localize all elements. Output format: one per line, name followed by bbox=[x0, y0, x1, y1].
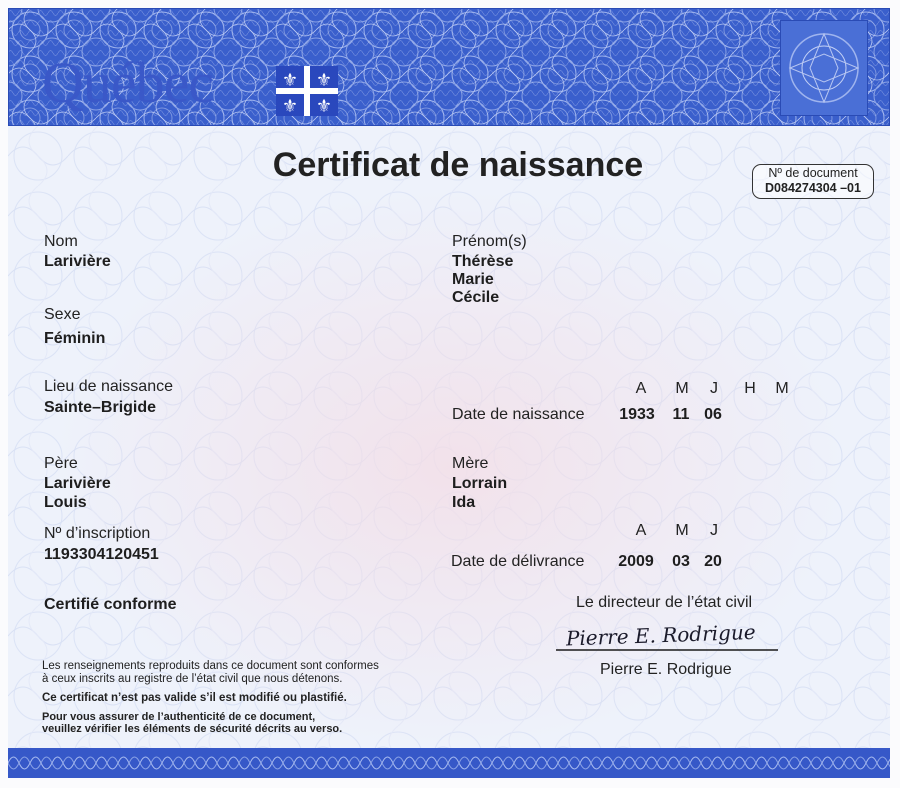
pere-line-2: Louis bbox=[44, 494, 87, 511]
sexe-label: Sexe bbox=[44, 306, 81, 323]
footer-line-3: Ce certificat n’est pas valide s’il est modifié ou plastifié. bbox=[42, 692, 347, 704]
footer-line-5: veuillez vérifier les éléments de sécurité décrits au verso. bbox=[42, 723, 343, 735]
lieu-label: Lieu de naissance bbox=[44, 378, 173, 395]
hologram-emblem-icon bbox=[780, 20, 868, 116]
inscription-value: 1193304120451 bbox=[44, 546, 159, 563]
quebec-logo: Québec bbox=[42, 50, 214, 115]
document-title: Certificat de naissance bbox=[272, 146, 644, 184]
svg-text:⚜: ⚜ bbox=[315, 70, 333, 91]
footer-line-2: à ceux inscrits au registre de l’état civil que nous détenons. bbox=[42, 673, 343, 685]
prenom-1: Thérèse bbox=[452, 253, 514, 270]
dd-year: 2009 bbox=[618, 553, 654, 570]
svg-text:⚜: ⚜ bbox=[315, 96, 333, 116]
security-banner bbox=[8, 8, 890, 126]
svg-text:⚜: ⚜ bbox=[281, 70, 299, 91]
bottom-security-band bbox=[8, 748, 890, 778]
document-number: D084274304 –01 bbox=[765, 181, 861, 195]
dn-header-m: M bbox=[675, 380, 689, 397]
dd-header-j: J bbox=[710, 522, 718, 539]
prenom-3: Cécile bbox=[452, 289, 500, 306]
document-number-box bbox=[752, 164, 874, 199]
bottom-guilloche bbox=[8, 748, 890, 778]
signatory-title: Le directeur de l’état civil bbox=[576, 594, 753, 611]
svg-text:⚜: ⚜ bbox=[281, 96, 299, 116]
nom-value: Larivière bbox=[44, 253, 111, 270]
prenoms-label: Prénom(s) bbox=[452, 233, 527, 250]
handwritten-signature bbox=[556, 618, 782, 658]
date-delivrance-label: Date de délivrance bbox=[451, 553, 585, 570]
mere-line-2: Ida bbox=[452, 494, 476, 511]
dn-year: 1933 bbox=[619, 406, 655, 423]
certifie-conforme: Certifié conforme bbox=[44, 596, 177, 613]
footer-line-4: Pour vous assurer de l’authenticité de ce document, bbox=[42, 711, 316, 723]
dn-header-h: H bbox=[744, 380, 756, 397]
pere-line-1: Larivière bbox=[44, 475, 111, 492]
dd-header-a: A bbox=[635, 522, 647, 539]
nom-label: Nom bbox=[44, 233, 78, 250]
dn-day: 06 bbox=[704, 406, 722, 423]
lieu-value: Sainte–Brigide bbox=[44, 399, 157, 416]
dd-day: 20 bbox=[704, 553, 722, 570]
dd-header-m: M bbox=[675, 522, 689, 539]
pere-label: Père bbox=[44, 455, 78, 472]
footer-line-1: Les renseignements reproduits dans ce document sont conformes bbox=[42, 660, 379, 672]
mere-line-1: Lorrain bbox=[452, 475, 508, 492]
document-number-label: Nº de document bbox=[768, 166, 858, 180]
dn-header-min: M bbox=[775, 380, 789, 397]
prenom-2: Marie bbox=[452, 271, 494, 288]
dn-header-a: A bbox=[635, 380, 647, 397]
date-naissance-label: Date de naissance bbox=[452, 406, 585, 423]
sexe-value: Féminin bbox=[44, 330, 106, 347]
dn-header-j: J bbox=[710, 380, 718, 397]
dd-month: 03 bbox=[672, 553, 690, 570]
dn-month: 11 bbox=[672, 406, 690, 423]
signature-scribble: Pierre E. Rodrigue bbox=[565, 619, 756, 651]
mere-label: Mère bbox=[452, 455, 489, 472]
quebec-flag-icon bbox=[276, 66, 338, 116]
inscription-label: Nº d’inscription bbox=[44, 525, 151, 542]
signatory-name: Pierre E. Rodrigue bbox=[600, 661, 732, 678]
